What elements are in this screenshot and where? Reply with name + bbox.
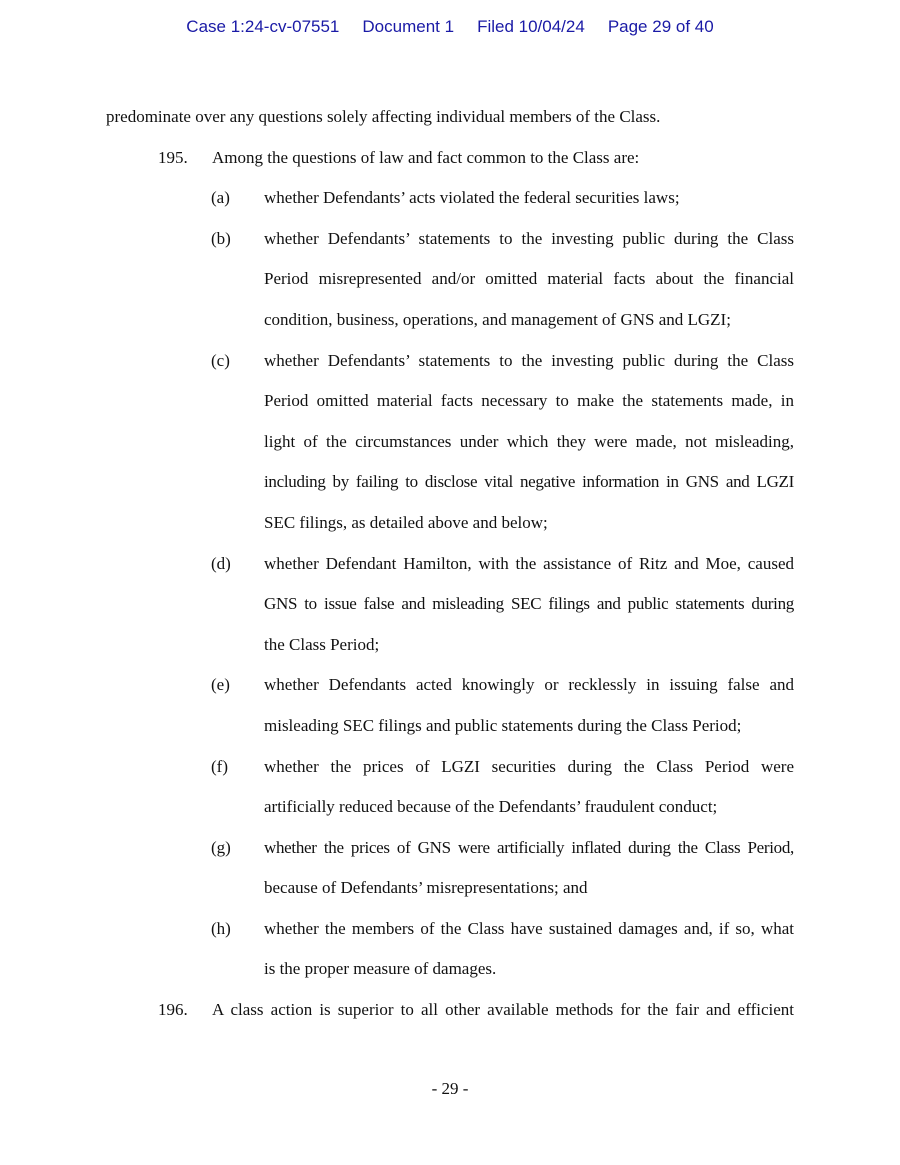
paragraph-number-196: 196.	[158, 1000, 188, 1019]
item-line: whether Defendant Hamilton, with the assistance of Ritz and Moe, caused	[264, 554, 794, 573]
item-line: including by failing to disclose vital negative information in GNS and LGZI	[264, 472, 794, 491]
item-label: (c)	[211, 351, 230, 370]
item-label: (e)	[211, 675, 230, 694]
paragraph-number-195: 195.	[158, 148, 188, 167]
item-line: SEC filings, as detailed above and below;	[264, 513, 548, 532]
filed-date: Filed 10/04/24	[477, 17, 585, 36]
item-line: whether the prices of GNS were artificially inflated during the Class Period,	[264, 838, 794, 857]
item-label: (f)	[211, 757, 228, 776]
item-line: whether the members of the Class have sustained damages and, if so, what	[264, 919, 794, 938]
item-line: GNS to issue false and misleading SEC filings and public statements during	[264, 594, 794, 613]
item-line: whether Defendants’ acts violated the federal securities laws;	[264, 188, 680, 207]
item-line: Period omitted material facts necessary to make the statements made, in	[264, 391, 794, 410]
document-number: Document 1	[362, 17, 455, 36]
item-label: (a)	[211, 188, 230, 207]
item-line: whether Defendants’ statements to the investing public during the Class	[264, 229, 794, 248]
item-line: is the proper measure of damages.	[264, 959, 497, 978]
item-line: because of Defendants’ misrepresentations; and	[264, 878, 588, 897]
ecf-header	[0, 16, 900, 38]
paragraph-196-text: A class action is superior to all other available methods for the fair and efficient	[212, 1000, 794, 1019]
item-line: whether Defendants’ statements to the investing public during the Class	[264, 351, 794, 370]
item-label: (g)	[211, 838, 231, 857]
item-line: artificially reduced because of the Defendants’ fraudulent conduct;	[264, 797, 718, 816]
page-indicator: Page 29 of 40	[607, 17, 714, 36]
paragraph-195-text: Among the questions of law and fact common to the Class are:	[212, 148, 640, 167]
item-label: (b)	[211, 229, 231, 248]
item-label: (d)	[211, 554, 231, 573]
item-line: misleading SEC filings and public statements during the Class Period;	[264, 716, 742, 735]
item-line: condition, business, operations, and management of GNS and LGZI;	[264, 310, 731, 329]
page-number-footer: - 29 -	[431, 1079, 469, 1098]
item-line: light of the circumstances under which they were made, not misleading,	[264, 432, 794, 451]
item-line: whether the prices of LGZI securities during the Class Period were	[264, 757, 794, 776]
item-label: (h)	[211, 919, 231, 938]
case-number: Case 1:24-cv-07551	[186, 17, 340, 36]
item-line: the Class Period;	[264, 635, 380, 654]
item-line: Period misrepresented and/or omitted material facts about the financial	[264, 269, 794, 288]
continuation-text: predominate over any questions solely affecting individual members of the Class.	[106, 107, 661, 126]
item-line: whether Defendants acted knowingly or recklessly in issuing false and	[264, 675, 794, 694]
